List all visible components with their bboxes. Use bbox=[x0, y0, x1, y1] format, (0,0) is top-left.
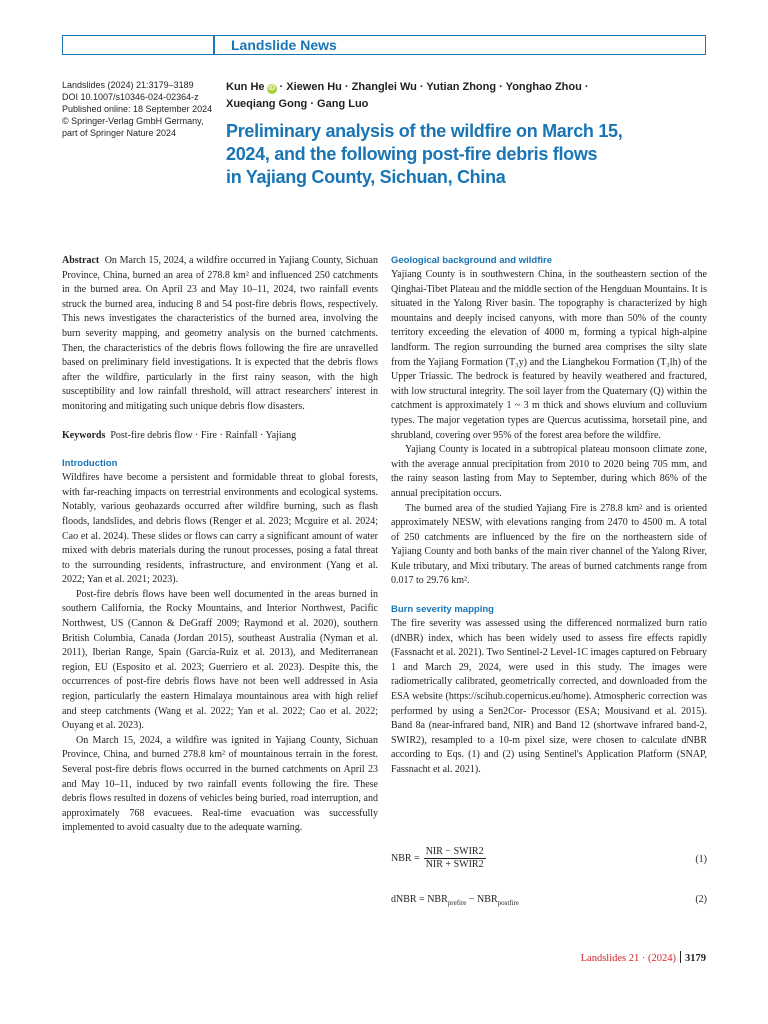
numerator: NIR − SWIR2 bbox=[425, 846, 484, 857]
keywords bbox=[62, 429, 378, 444]
equation-number: (1) bbox=[695, 854, 707, 865]
introduction-paragraph: Wildfires have become a persistent and formidable threat to global forests, with far-reaching impacts on terrestrial environments and ecological systems. Notably, various geohazards occurred after wildfire burning, such as flash floods, landslides, and debris flows (Renger et al. 2023; Mcguire et al. 2024; Cao et al. 2024). These slides or flows can carry a significant amount of water mixed with debris materials during the runout processes, posing a fatal threat to the surrounding residents, infrastructure, and environment (Yang et al. 2022; Yan et al. 2021; 2023). bbox=[62, 472, 378, 586]
author-list bbox=[226, 79, 686, 113]
orcid-icon[interactable]: iD bbox=[268, 85, 275, 92]
geology-paragraph: Yajiang County is located in a subtropical plateau monsoon climate zone, with the average annual precipitation from 2010 to 2020 being 705 mm, and the rainy season lasting from May to September, during which 86% of the annual precipitation occurs. bbox=[391, 444, 707, 499]
abstract-text: On March 15, 2024, a wildfire occurred in Yajiang County, Sichuan Province, China, burned an area of 278.8 km² and influenced 250 catchments in the burned area. On April 23 and May 10–11, 2024, two rainfall events struck the burned area, inducing 8 and 54 post-fire debris flows, respectively. This news investigates the characteristics of the burned area, involving the burn severity mapping, and geometry analysis on the burned catchments. Then, the characteristics of the debris flows following the fire are unravelled based on preliminary field investigations. It is expected that the debris flows after the wildfire, particularly in the first rainy season, with the high susceptibility and low rainfall threshold, will attract researchers' interest in monitoring and mitigating such unique debris flow disasters. bbox=[62, 255, 378, 412]
page-number: 3179 bbox=[685, 953, 706, 964]
equation-term: − NBR bbox=[466, 894, 498, 905]
keywords-text: Post-fire debris flow · Fire · Rainfall · Yajiang bbox=[110, 429, 297, 441]
geology-heading: Geological background and wildfire bbox=[391, 255, 552, 266]
geology-paragraph: The burned area of the studied Yajiang Fire is 278.8 km² and is oriented approximately NESW, with elevations ranging from 2470 to 4500 m. A total of 250 catchments are influenced by the fire on the northeastern side of Yajiang County and both banks of the main river channel of the Yalong River, Kule tributary, and Mixi tributary. The areas of burned catchments range from 0.017 to 29.76 km². bbox=[391, 502, 707, 587]
section-bar bbox=[62, 35, 706, 55]
equation-number: (2) bbox=[695, 894, 707, 905]
denominator: NIR + SWIR2 bbox=[425, 859, 484, 870]
journal-info: Landslides 21 · (2024) bbox=[580, 953, 676, 964]
published-line: Published online: 18 September 2024 bbox=[62, 104, 213, 114]
equation-2 bbox=[391, 894, 707, 909]
article-metadata bbox=[62, 79, 224, 139]
citation-line: Landslides (2024) 21:3179–3189 bbox=[62, 80, 194, 90]
title-line: 2024, and the following post-fire debris flows bbox=[226, 144, 598, 164]
footer-divider bbox=[680, 951, 681, 963]
burn-severity-heading: Burn severity mapping bbox=[391, 604, 494, 616]
first-author[interactable]: Kun He bbox=[226, 81, 265, 93]
doi-line[interactable]: DOI 10.1007/s10346-024-02364-z bbox=[62, 92, 199, 102]
equation-term: dNBR = NBR bbox=[391, 894, 448, 905]
copyright-line: © Springer-Verlag GmbH Germany, bbox=[62, 116, 204, 126]
abstract-label: Abstract bbox=[62, 255, 100, 266]
introduction-paragraph: Post-fire debris flows have been well documented in the areas burned in southern California, the Rocky Mountains, and Interior Northwest, Pacific Northwest, US (Cannon & DeGraff 2009; Raymond et al. 2020), southern British Columbia, Canada (Jordan 2015), southeast Australia (Nyman et al. 2011), Iberian Range, Spain (García-Ruiz et al. 2013), and Mediterranean region, EU (Esposito et al. 2023; Guerriero et al. 2023). Despite this, the occurrences of post-fire debris flows have not been well addressed in Asia region, particularly the eastern Himalaya mountainous area with high relief and steep catchments (Wang et al. 2022; Yan et al. 2022; Cao et al. 2022; Ouyang et al. 2023). bbox=[62, 588, 378, 732]
keywords-label: Keywords bbox=[62, 429, 106, 441]
equation-1 bbox=[391, 846, 707, 871]
article-title bbox=[226, 120, 696, 189]
introduction-heading: Introduction bbox=[62, 458, 118, 470]
equation-subscript: prefire bbox=[447, 899, 467, 907]
geology-paragraph: Yajiang County is in southwestern China, in the southeastern section of the Qinghai-Tibet Plateau and the middle section of the Hengduan Mountains. It is situated in the Yalong River basin. The topography is characterized by high mountains and deeply incised canyons, with more than 50% of the county territory exceeding the elevation of 4000 m, forming a typical high-alpine landform. The region surrounding the burned area comprises the silty slate from the Yajiang Formation (T₃y) and the Lianghekou Formation (T₃lh) of the Upper Triassic. The bedrock is featured by heavily weathered and fractured, with low structural integrity. The soil layer from the Quaternary (Q) within the catchment is approximately 1 ~ 3 m thick and shows eluvium and colluvium types. The major vegetation types are Quercus acutissima, horsetail pine, and shrubland, covering over 95% of the forest area before the wildfire. bbox=[391, 269, 707, 441]
author-names-2: Xueqiang Gong · Gang Luo bbox=[226, 98, 369, 110]
left-column bbox=[62, 254, 378, 836]
title-line: Preliminary analysis of the wildfire on March 15, bbox=[226, 121, 623, 141]
copyright-line-2: part of Springer Nature 2024 bbox=[62, 128, 177, 138]
introduction-paragraph: On March 15, 2024, a wildfire was ignited in Yajiang County, Sichuan Province, China, and burned 278.8 km² of mountainous terrain in the forest. Several post-fire debris flows occurred in the burned catchments on April 23 and May 10–11, induced by two rainfall events following the fire. These debris flows resulted in dozens of vehicles being buried, road interruption, and approximately 768 evacuees. Real-time evacuation was successfully implemented to avoid casualty due to the adequate warning. bbox=[62, 734, 378, 834]
abstract bbox=[62, 254, 378, 415]
burn-severity-paragraph: The fire severity was assessed using the differenced normalized burn ratio (dNBR) index, which has been widely used to assess fire effects rapidly (Fassnacht et al. 2021). Two Sentinel-2 Level-1C images captured on February 1 and March 29, 2024, were used in this study. The images were radiometrically calibrated, geometrically corrected, and downloaded from the ESA website (https://scihub.copernicus.eu/home). Atmospheric correction was performed by using a Sen2Cor- Processor (ESA; Mousivand et al. 2015). Band 8a (near-infrared band, NIR) and Band 12 (shortwave infrared band-2, SWIR2), resampled to a 10-m pixel size, were chosen to calculate dNBR according to Eqs. (1) and (2) using Sentinel's Application Platform (SNAP, Fassnacht et al. 2021). bbox=[391, 618, 707, 775]
right-column bbox=[391, 254, 707, 778]
fraction bbox=[424, 846, 486, 871]
author-names: · Xiewen Hu · Zhanglei Wu · Yutian Zhong · Yonghao Zhou · bbox=[276, 81, 589, 93]
section-title: Landslide News bbox=[213, 35, 337, 55]
equation-lhs: NBR = bbox=[391, 852, 420, 864]
page-footer bbox=[581, 951, 706, 964]
title-line: in Yajiang County, Sichuan, China bbox=[226, 167, 506, 187]
equation-subscript: postfire bbox=[497, 899, 520, 907]
